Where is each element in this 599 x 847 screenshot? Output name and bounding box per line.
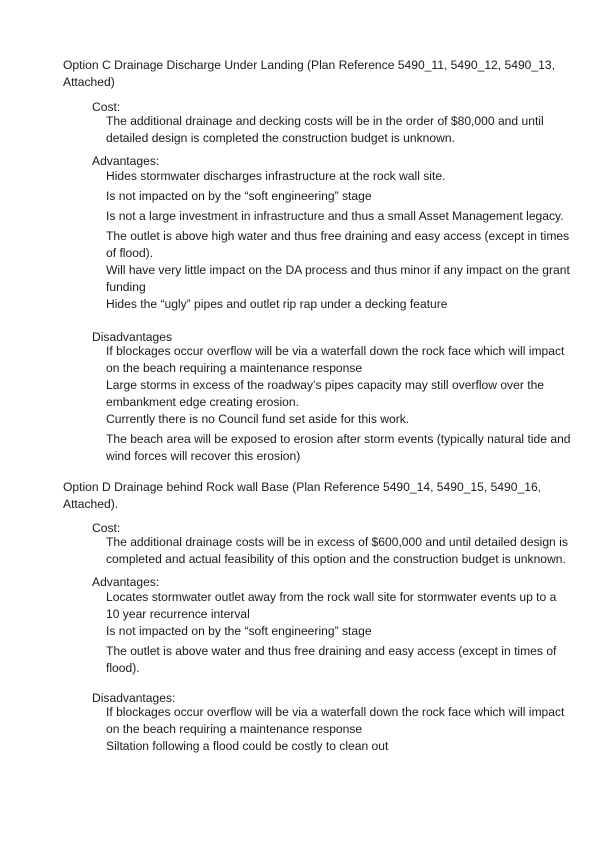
option-d-disadvantage-item: If blockages occur overflow will be via a waterfall down the rock face which will impact on the beach requiring a maintenance response <box>106 705 565 736</box>
option-c-advantage-item: Is not a large investment in infrastructure and thus a small Asset Management legacy. <box>106 209 564 223</box>
option-c-disadvantages-label: Disadvantages <box>92 330 173 344</box>
option-c-cost-label: Cost: <box>92 100 121 114</box>
option-c-advantage-item: Hides stormwater discharges infrastructure at the rock wall site. <box>106 169 446 183</box>
option-d-disadvantages-label: Disadvantages: <box>92 691 176 705</box>
option-d-advantage-item: Is not impacted on by the “soft engineering” stage <box>106 624 372 638</box>
option-c-disadvantage-item: The beach area will be exposed to erosion after storm events (typically natural tide and wind forces will recover this erosion) <box>106 432 571 463</box>
option-d-cost-text: The additional drainage costs will be in excess of $600,000 and until detailed design is completed and actual feasibility of this option and the construction budget is unknown. <box>106 535 568 566</box>
option-d-disadvantage-item: Siltation following a flood could be costly to clean out <box>106 739 389 753</box>
option-c-advantages-label: Advantages: <box>92 154 160 168</box>
option-c-advantage-item: The outlet is above high water and thus free draining and easy access (except in times of flood). <box>106 229 570 260</box>
option-c-disadvantage-item: If blockages occur overflow will be via a waterfall down the rock face which will impact on the beach requiring a maintenance response <box>106 344 565 375</box>
option-d-heading: Option D Drainage behind Rock wall Base (Plan Reference 5490_14, 5490_15, 5490_16, Attached). <box>63 480 542 511</box>
option-c-disadvantage-item: Currently there is no Council fund set aside for this work. <box>106 412 410 426</box>
option-c-advantage-item: Will have very little impact on the DA process and thus minor if any impact on the grant funding <box>106 263 570 294</box>
option-d-cost-label: Cost: <box>92 521 121 535</box>
option-d-advantage-item: The outlet is above water and thus free draining and easy access (except in times of flood). <box>106 644 557 675</box>
option-d-advantage-item: Locates stormwater outlet away from the rock wall site for stormwater events up to a 10 year recurrence interval <box>106 590 557 621</box>
option-c-heading: Option C Drainage Discharge Under Landing (Plan Reference 5490_11, 5490_12, 5490_13, Attached) <box>63 58 555 89</box>
option-c-advantage-item: Is not impacted on by the “soft engineering” stage <box>106 189 372 203</box>
option-c-disadvantage-item: Large storms in excess of the roadway’s pipes capacity may still overflow over the embankment edge creating erosion. <box>106 378 545 409</box>
option-d-advantages-label: Advantages: <box>92 575 160 589</box>
option-c-advantage-item: Hides the “ugly” pipes and outlet rip rap under a decking feature <box>106 297 448 311</box>
option-c-cost-text: The additional drainage and decking costs will be in the order of $80,000 and until detailed design is completed the construction budget is unknown. <box>106 114 544 145</box>
